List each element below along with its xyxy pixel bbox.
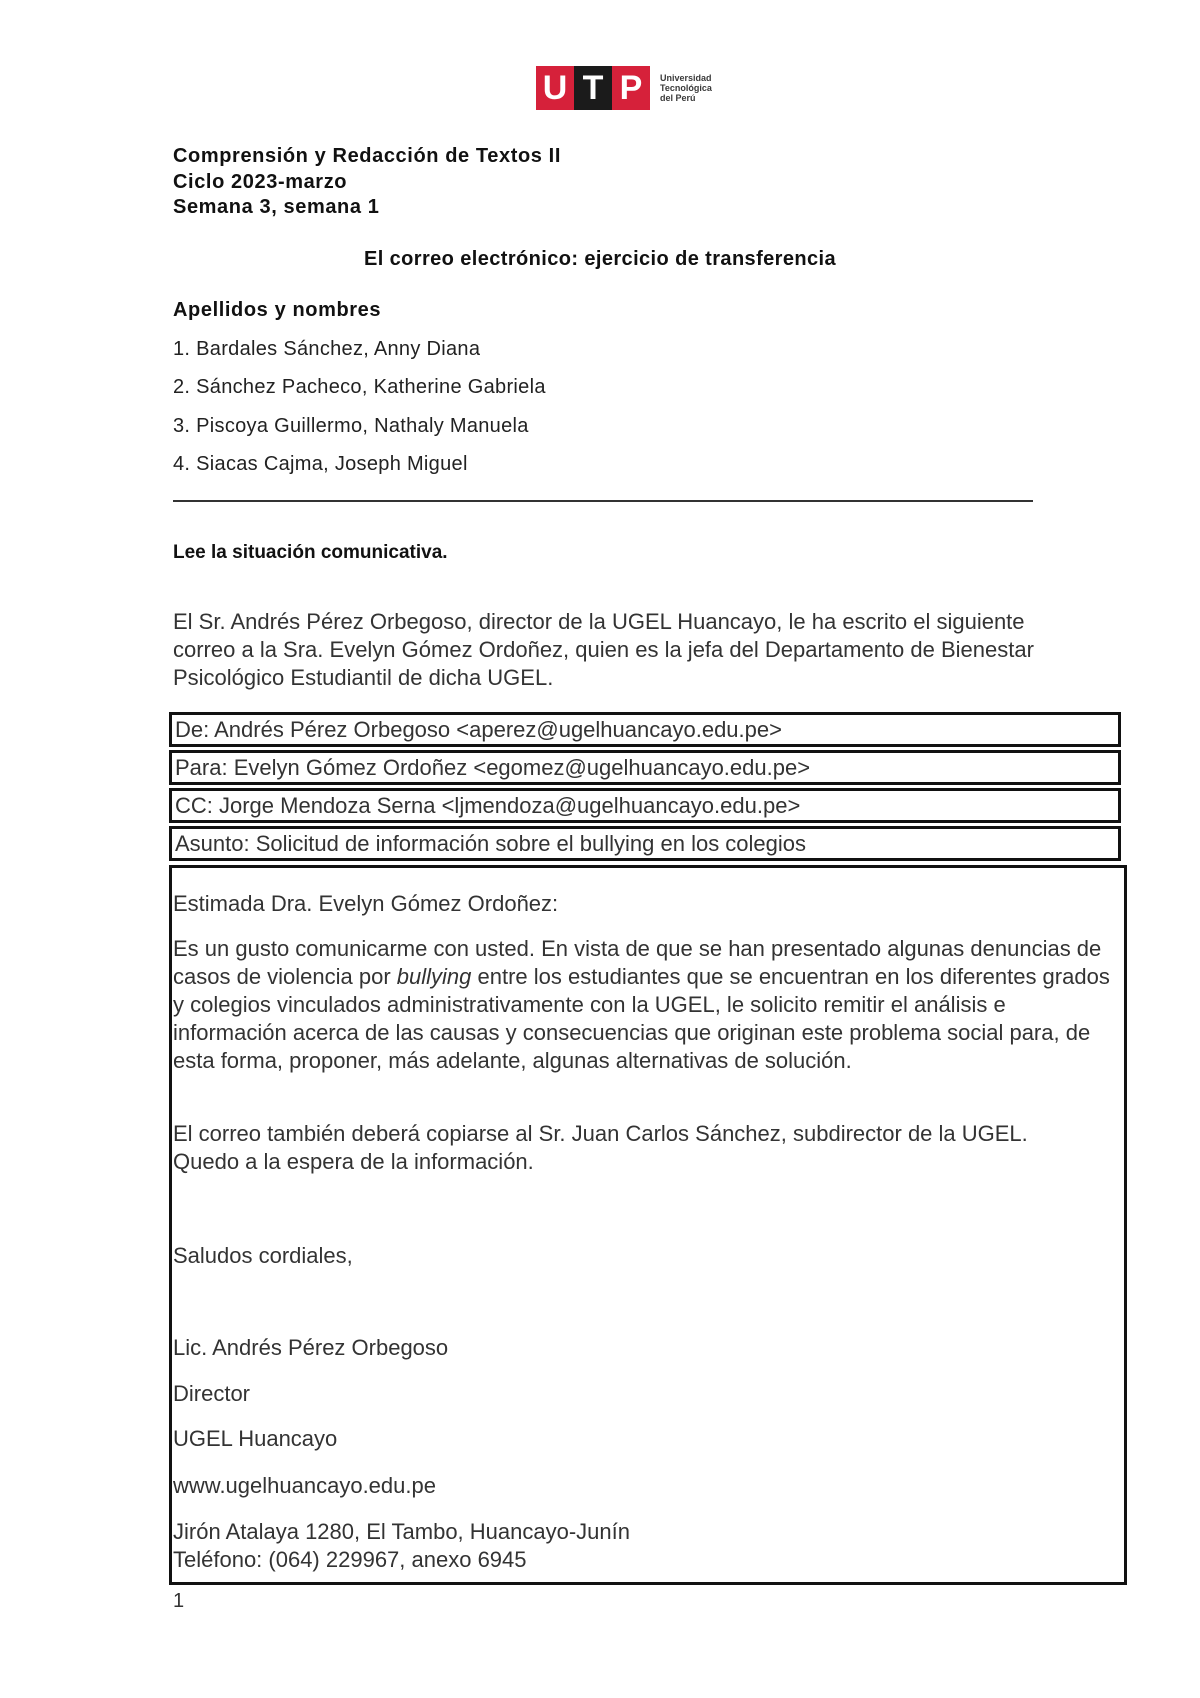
student-name: 3. Piscoya Guillermo, Nathaly Manuela [173, 415, 529, 437]
logo-wordmark [660, 73, 730, 103]
paragraph-text: Es un gusto comunicarme con usted. En vista de que se han presentado algunas denuncias de casos de violencia por [173, 936, 1102, 989]
logo-letter-t: T [574, 66, 612, 110]
names-heading: Apellidos y nombres [173, 299, 382, 321]
student-name: 4. Siacas Cajma, Joseph Miguel [173, 453, 468, 475]
separator-line [173, 500, 1033, 502]
email-cc-field: CC: Jorge Mendoza Serna <ljmendoza@ugelhuancayo.edu.pe> [169, 788, 1121, 823]
situation-text: El Sr. Andrés Pérez Orbegoso, director de la UGEL Huancayo, le ha escrito el siguiente correo a la Sra. Evelyn Gómez Ordoñez, quien es la jefa del Departamento de Bienestar Psicológico Estudiantil de dicha UGEL. [173, 609, 1034, 690]
email-subject-field: Asunto: Solicitud de información sobre el bullying en los colegios [169, 826, 1121, 861]
student-name: 1. Bardales Sánchez, Anny Diana [173, 338, 481, 360]
signature-phone: Teléfono: (064) 229967, anexo 6945 [173, 1547, 527, 1572]
email-to-field: Para: Evelyn Gómez Ordoñez <egomez@ugelhuancayo.edu.pe> [169, 750, 1121, 785]
cycle-label: Ciclo 2023-marzo [173, 171, 348, 193]
signature-role: Director [173, 1381, 251, 1406]
page-number: 1 [173, 1590, 185, 1612]
email-paragraph-2-line-2: Quedo a la espera de la información. [173, 1149, 534, 1174]
email-greeting: Estimada Dra. Evelyn Gómez Ordoñez: [173, 891, 559, 916]
logo-line: del Perú [660, 93, 696, 103]
logo-letter-u: U [542, 68, 568, 107]
logo-line: Tecnológica [660, 83, 712, 93]
signature-website: www.ugelhuancayo.edu.pe [173, 1473, 436, 1498]
situation-heading: Lee la situación comunicativa. [173, 542, 448, 563]
course-title: Comprensión y Redacción de Textos II [173, 145, 561, 167]
email-from-field: De: Andrés Pérez Orbegoso <aperez@ugelhuancayo.edu.pe> [169, 712, 1121, 747]
logo-mark [536, 66, 650, 110]
logo-letter-p: P [619, 68, 643, 107]
signature-name: Lic. Andrés Pérez Orbegoso [173, 1335, 449, 1360]
paragraph-text: entre los estudiantes que se encuentran en los diferentes grados y colegios vinculados administrativamente con la UGEL, le solicito remitir el análisis e información acerca de las causas y consecuencias que originan este problema social para, de esta forma, proponer, más adelante, algunas alternativas de solución. [173, 964, 1110, 1073]
week-label: Semana 3, semana 1 [173, 196, 380, 218]
signature-address: Jirón Atalaya 1280, El Tambo, Huancayo-Junín [173, 1519, 630, 1544]
student-name: 2. Sánchez Pacheco, Katherine Gabriela [173, 376, 546, 398]
signature-org: UGEL Huancayo [173, 1426, 338, 1451]
emphasis-text: bullying [396, 964, 472, 989]
email-closing: Saludos cordiales, [173, 1243, 353, 1268]
utp-logo [536, 66, 730, 110]
page-title: El correo electrónico: ejercicio de transferencia [363, 248, 836, 270]
email-paragraph-2-line-1: El correo también deberá copiarse al Sr. Juan Carlos Sánchez, subdirector de la UGEL. [173, 1121, 1028, 1146]
logo-line: Universidad [660, 73, 712, 83]
email-paragraph-1 [173, 935, 1118, 1075]
